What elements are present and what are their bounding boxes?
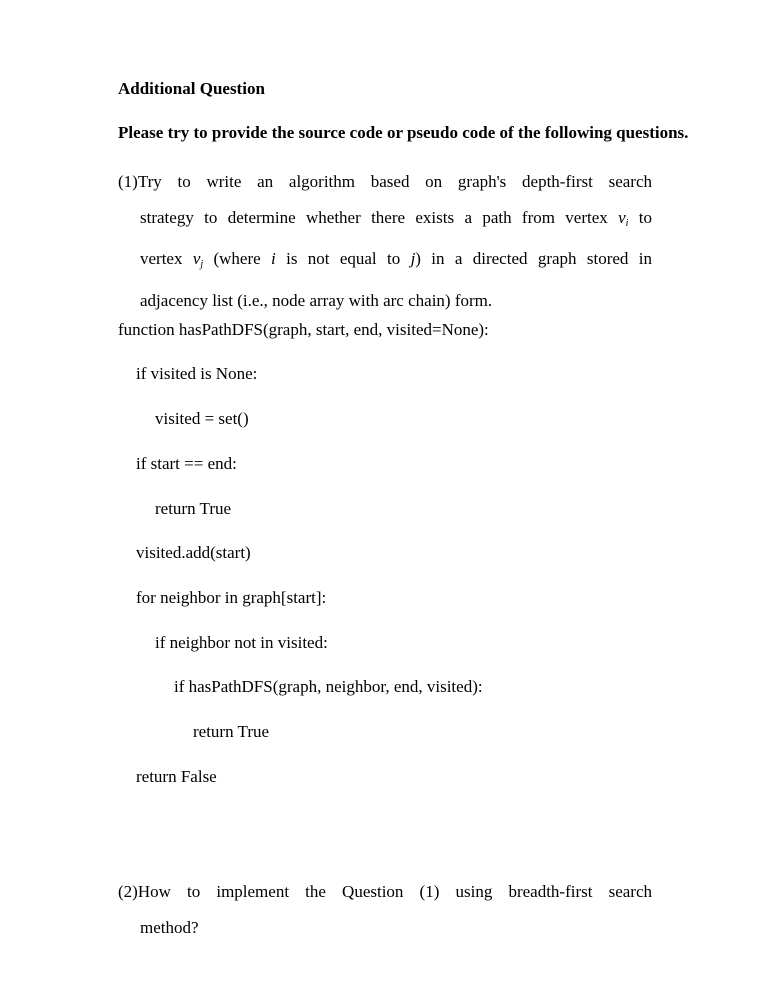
- question-2-line-2: method?: [140, 917, 199, 937]
- code-line: visited = set(): [155, 409, 249, 428]
- code-line: function hasPathDFS(graph, start, end, visited=None):: [118, 320, 489, 339]
- code-line: if start == end:: [136, 454, 237, 473]
- question-1-line-4: adjacency list (i.e., node array with arc chain) form.: [140, 290, 493, 310]
- code-line: visited.add(start): [136, 543, 251, 562]
- var-vi: [618, 208, 628, 227]
- code-line: return True: [155, 499, 232, 518]
- var-vi-subscript: i: [625, 217, 629, 229]
- code-line: if visited is None:: [136, 364, 258, 383]
- question-2-number: (2): [118, 882, 138, 901]
- var-i: i: [271, 249, 276, 268]
- question-2-text-line-1: How to implement the Question (1) using breadth-first search: [137, 882, 652, 901]
- code-line: if hasPathDFS(graph, neighbor, end, visited):: [174, 677, 483, 696]
- code-line: for neighbor in graph[start]:: [136, 588, 327, 607]
- question-1-text-line-2b: to: [628, 207, 652, 227]
- question-1-number: (1): [118, 172, 138, 191]
- question-1-text-line-3a: vertex: [140, 249, 193, 268]
- var-j: j: [410, 249, 416, 268]
- var-vj: [193, 249, 203, 268]
- var-vj-subscript: j: [200, 259, 204, 270]
- question-2: [118, 874, 652, 945]
- code-line: if neighbor not in visited:: [155, 633, 328, 652]
- code-line: return True: [193, 722, 270, 741]
- question-1-text-line-3d: ) in a directed graph stored in: [415, 249, 652, 268]
- question-1-text-line-2a: strategy to determine whether there exists a path from vertex: [140, 207, 619, 227]
- question-1-text-line-3b: (where: [203, 249, 272, 268]
- question-1-line-2: [118, 200, 652, 242]
- question-1-line-1: [118, 164, 652, 200]
- instructions-paragraph: Please try to provide the source code or pseudo code of the following questions.: [118, 123, 689, 142]
- question-1-text-line-3c: is not equal to: [275, 249, 411, 268]
- var-vi-base: v: [618, 207, 626, 227]
- question-2-line-1: [118, 874, 652, 910]
- var-vj-base: v: [192, 249, 201, 268]
- question-1: [118, 164, 652, 318]
- question-1-line-3: [118, 241, 652, 283]
- section-heading: Additional Question: [118, 79, 265, 98]
- code-line: return False: [136, 767, 217, 786]
- question-1-text-line-1: Try to write an algorithm based on graph's depth-first search: [137, 172, 652, 191]
